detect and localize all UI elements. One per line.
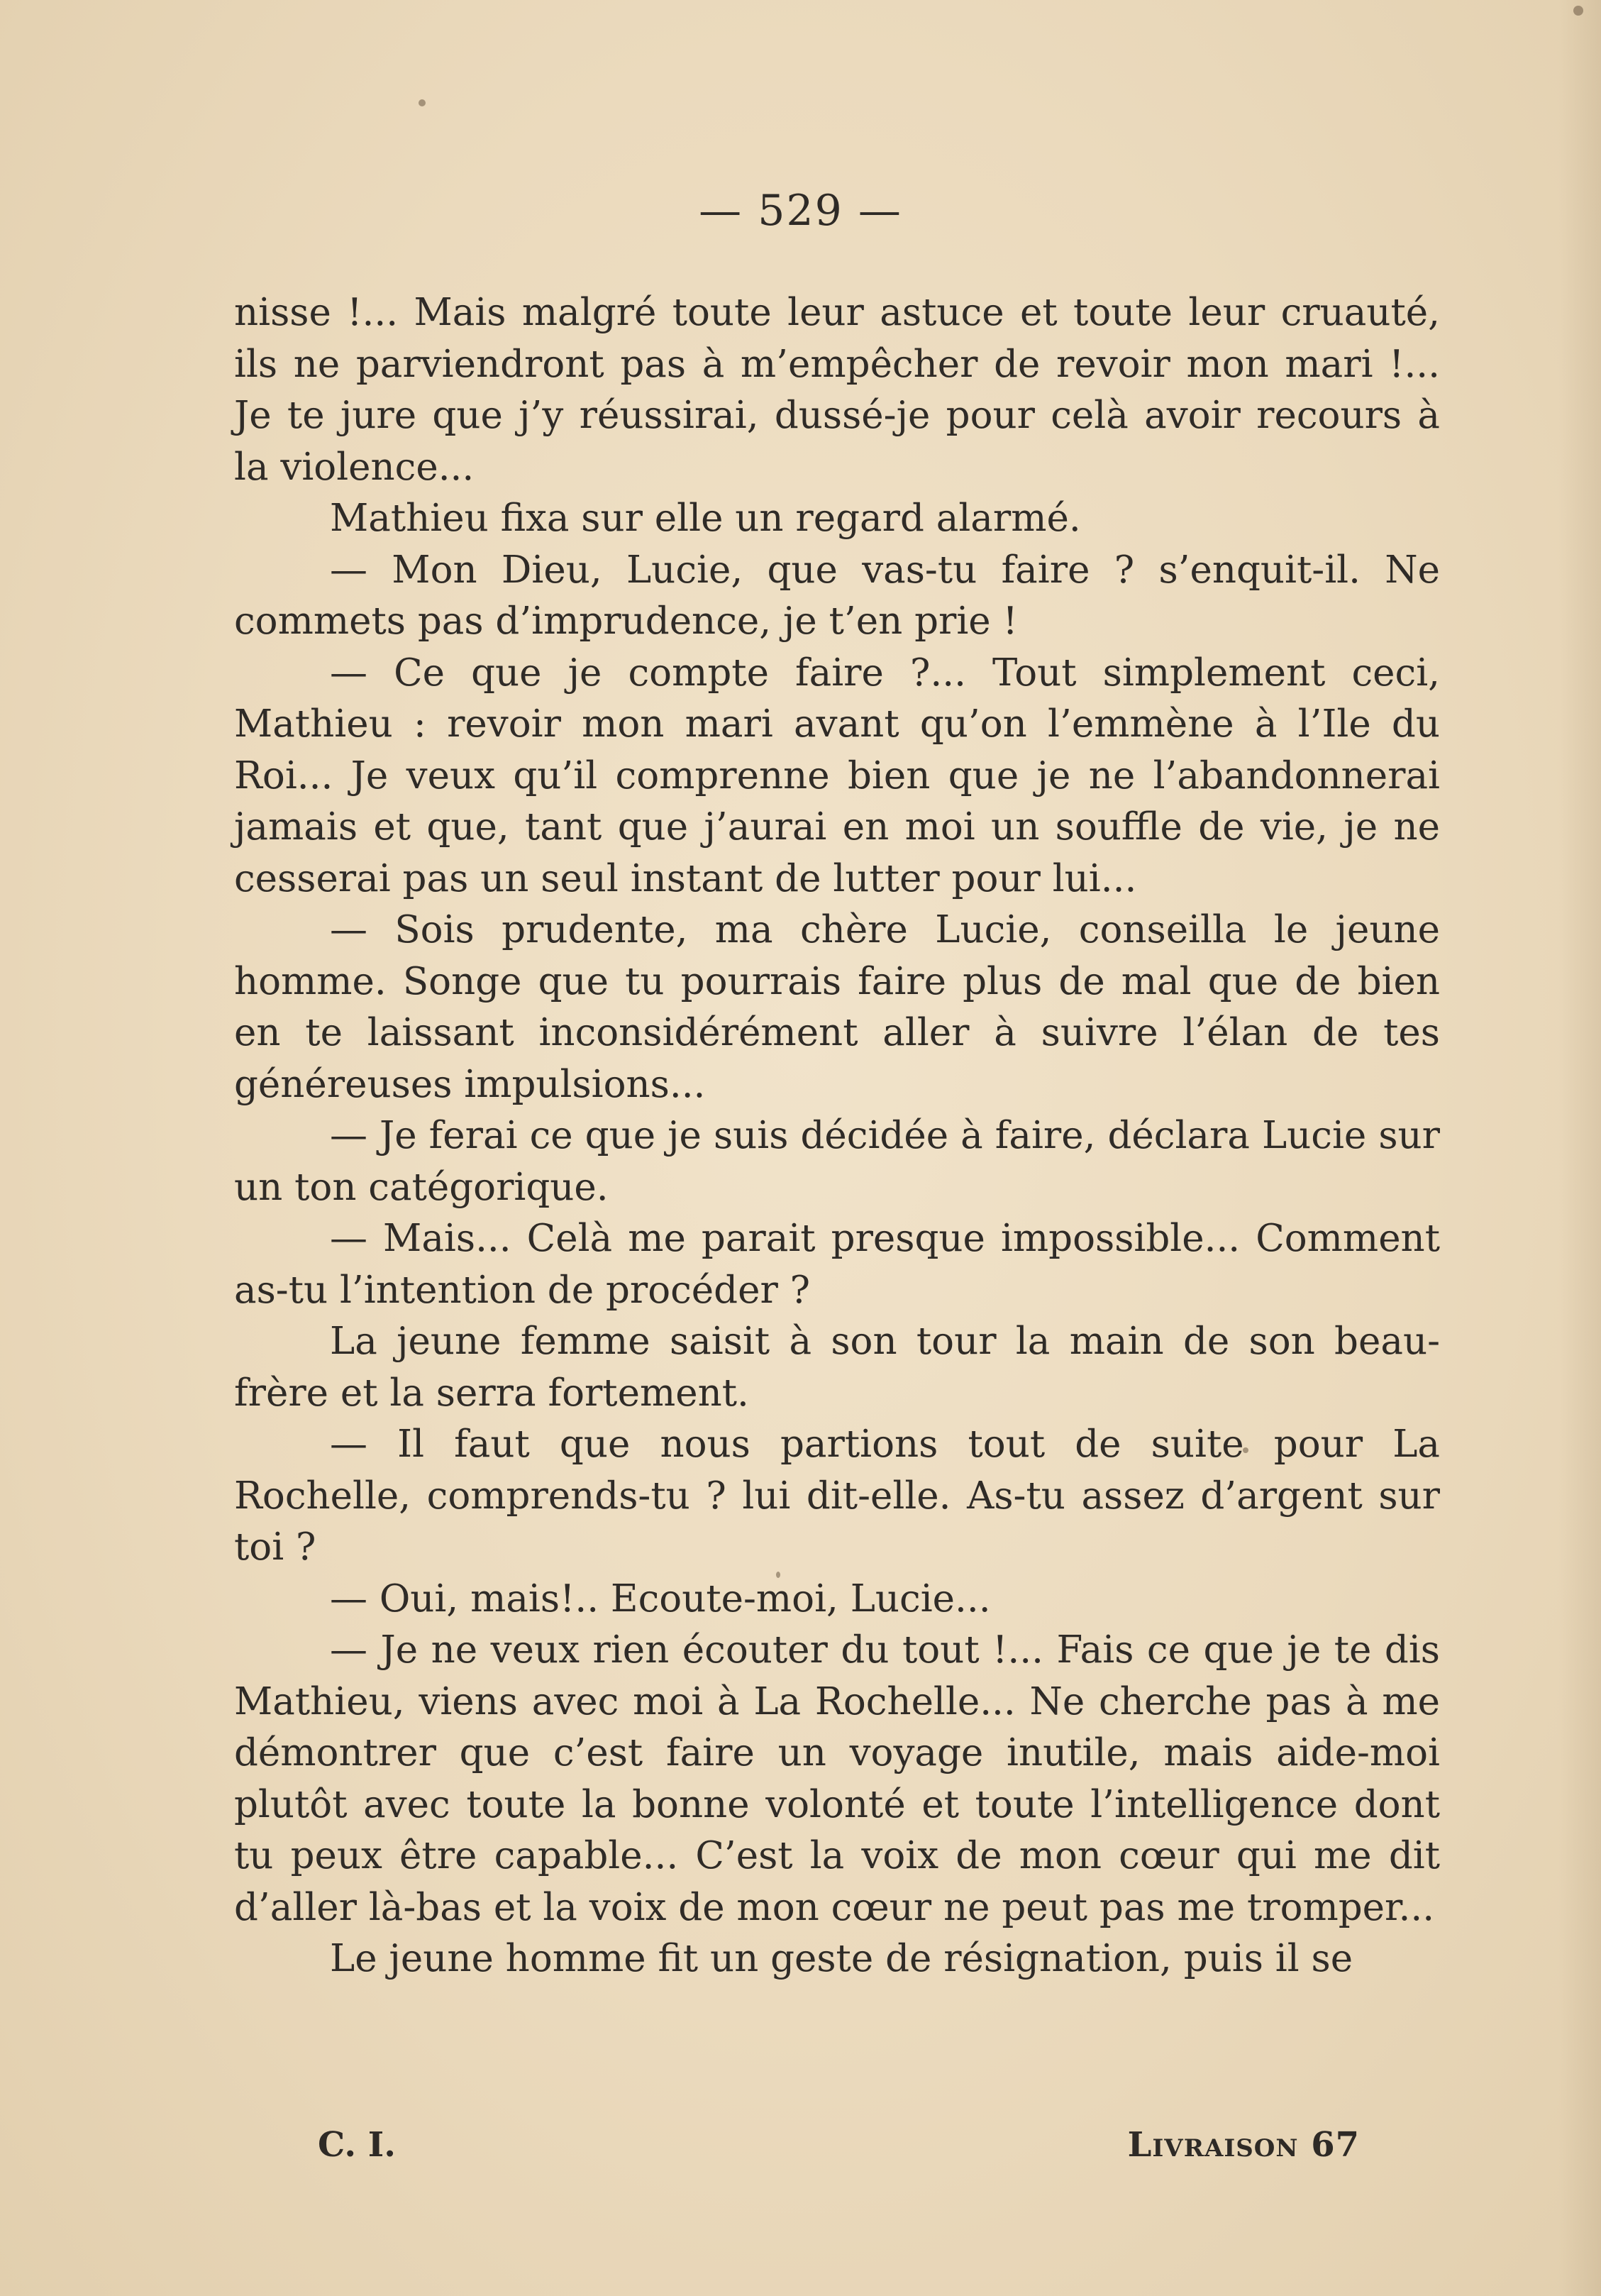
paragraph: nisse !... Mais malgré toute leur astuce et toute leur cruauté, ils ne parviendront pas à m’empêcher de revoir mon mari !... Je te jure que j’y réussirai, dussé-je pour celà avoir recours à la violence... xyxy=(234,291,1440,489)
paragraph: — Oui, mais!.. Ecoute-moi, Lucie... xyxy=(330,1577,991,1621)
paragraph: Mathieu fixa sur elle un regard alarmé. xyxy=(330,497,1081,540)
paragraph: La jeune femme saisit à son tour la main de son beau-frère et la serra fortement. xyxy=(234,1320,1440,1415)
paragraph: — Ce que je compte faire ?... Tout simplement ceci, Mathieu : revoir mon mari avant qu’on l’emmène à l’Ile du Roi... Je veux qu’il comprenne bien que je ne l’abandonnerai jamais et que, tant que j’aurai en moi un souffle de vie, je ne cesserai pas un seul instant de lutter pour lui... xyxy=(234,651,1440,900)
footer-livraison-number: 67 xyxy=(1311,2125,1360,2165)
page-footer xyxy=(0,2125,1601,2182)
paper-speck xyxy=(419,99,426,106)
paragraph: — Mon Dieu, Lucie, que vas-tu faire ? s’enquit-il. Ne commets pas d’imprudence, je t’en prie ! xyxy=(234,548,1440,643)
footer-livraison-label: Livraison xyxy=(1127,2125,1299,2165)
paragraph: Le jeune homme fit un geste de résignation, puis il se xyxy=(330,1937,1353,1980)
paragraph: — Je ferai ce que je suis décidée à faire, déclara Lucie sur un ton catégorique. xyxy=(234,1114,1440,1209)
paragraph: — Mais... Celà me parait presque impossible... Comment as-tu l’intention de procéder ? xyxy=(234,1217,1440,1312)
body-text xyxy=(234,287,1440,1985)
page-edge-shadow xyxy=(1558,0,1601,2296)
footer-livraison xyxy=(1128,2125,1360,2165)
paper-speck xyxy=(1573,6,1583,16)
paragraph: — Il faut que nous partions tout de suite pour La Rochelle, comprends-tu ? lui dit-elle. As-tu assez d’argent sur toi ? xyxy=(234,1423,1440,1569)
footer-signature-mark: C. I. xyxy=(318,2125,396,2165)
paragraph: — Sois prudente, ma chère Lucie, conseilla le jeune homme. Songe que tu pourrais faire plus de mal que de bien en te laissant inconsidérément aller à suivre l’élan de tes généreuses impulsions... xyxy=(234,908,1440,1106)
page-number: — 529 — xyxy=(699,186,902,236)
paragraph: — Je ne veux rien écouter du tout !... Fais ce que je te dis Mathieu, viens avec moi à La Rochelle... Ne cherche pas à me démontrer que c’est faire un voyage inutile, mais aide-moi plutôt avec toute la bonne volonté et toute l’intelligence dont tu peux être capable... C’est la voix de mon cœur qui me dit d’aller là-bas et la voix de mon cœur ne peut pas me tromper... xyxy=(234,1628,1440,1929)
